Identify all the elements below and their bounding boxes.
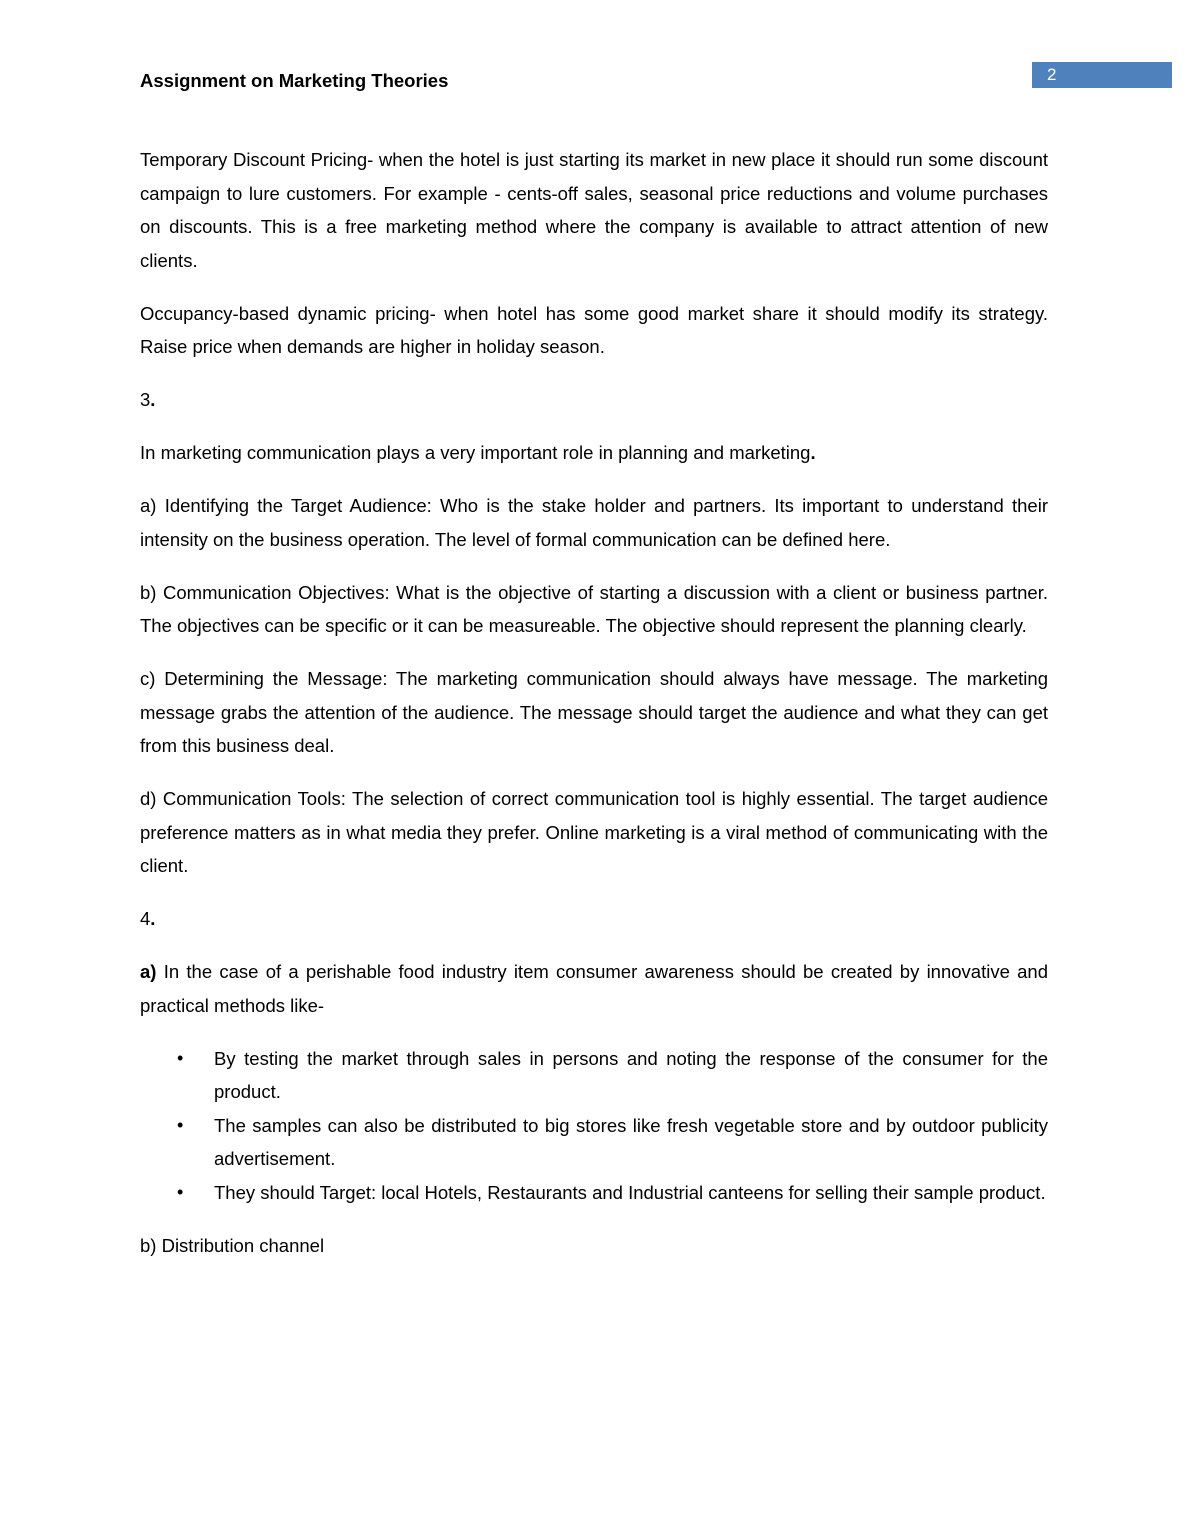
bullet-icon: • [177, 1114, 184, 1135]
paragraph-occupancy-pricing: Occupancy-based dynamic pricing- when hotel has some good market share it should modify its strategy. Raise price when demands are higher in holiday season. [140, 302, 1048, 357]
perishable-food-label: a) [140, 961, 157, 982]
paragraph-perishable-food [140, 955, 1048, 1022]
section-3-number: 3 [140, 389, 151, 410]
document-header-title: Assignment on Marketing Theories [140, 70, 449, 91]
list-item [140, 1042, 1048, 1109]
section-3-dot: . [150, 389, 156, 410]
item-determining-message: c) Determining the Message: The marketing communication should always have message. The marketing message grabs the attention of the audience. The message should target the audience and what they can get from this business deal. [140, 668, 1048, 756]
marketing-communication-dot: . [810, 442, 816, 463]
item-communication-tools: d) Communication Tools: The selection of correct communication tool is highly essential. The target audience preference matters as in what media they prefer. Online marketing is a viral method of communicating with the client. [140, 788, 1048, 876]
bullet-icon: • [177, 1047, 184, 1068]
marketing-communication-text: In marketing communication plays a very important role in planning and marketing [140, 442, 811, 463]
awareness-methods-list [140, 1042, 1048, 1210]
paragraph-distribution-channel: b) Distribution channel [140, 1234, 325, 1256]
section-4-number: 4 [140, 908, 151, 929]
paragraph-temporary-discount-pricing: Temporary Discount Pricing- when the hotel is just starting its market in new place it should run some discount campaign to lure customers. For example - cents-off sales, seasonal price reductions and volume purchases on discounts. This is a free marketing method where the company is available to attract attention of new clients. [140, 149, 1048, 271]
page-number-badge: 2 [1032, 62, 1172, 88]
item-communication-objectives: b) Communication Objectives: What is the objective of starting a discussion with a client or business partner. The objectives can be specific or it can be measureable. The objective should represent the planning clearly. [140, 581, 1048, 636]
list-item-text: The samples can also be distributed to big stores like fresh vegetable store and by outdoor publicity advertisement. [214, 1114, 1048, 1169]
section-3-heading [140, 383, 1048, 417]
perishable-food-text: In the case of a perishable food industry item consumer awareness should be created by innovative and practical methods like- [140, 961, 1048, 1016]
bullet-icon: • [177, 1181, 184, 1202]
list-item-text: By testing the market through sales in persons and noting the response of the consumer for the product. [214, 1047, 1048, 1102]
section-4-heading [140, 902, 1048, 936]
section-4-dot: . [150, 908, 156, 929]
list-item-text: They should Target: local Hotels, Restaurants and Industrial canteens for selling their sample product. [214, 1181, 1046, 1203]
item-target-audience: a) Identifying the Target Audience: Who is the stake holder and partners. Its important to understand their intensity on the business operation. The level of formal communication can be defined here. [140, 495, 1048, 550]
list-item [140, 1176, 1048, 1210]
paragraph-marketing-communication [140, 436, 1048, 470]
document-body [140, 143, 1048, 1282]
list-item [140, 1109, 1048, 1176]
